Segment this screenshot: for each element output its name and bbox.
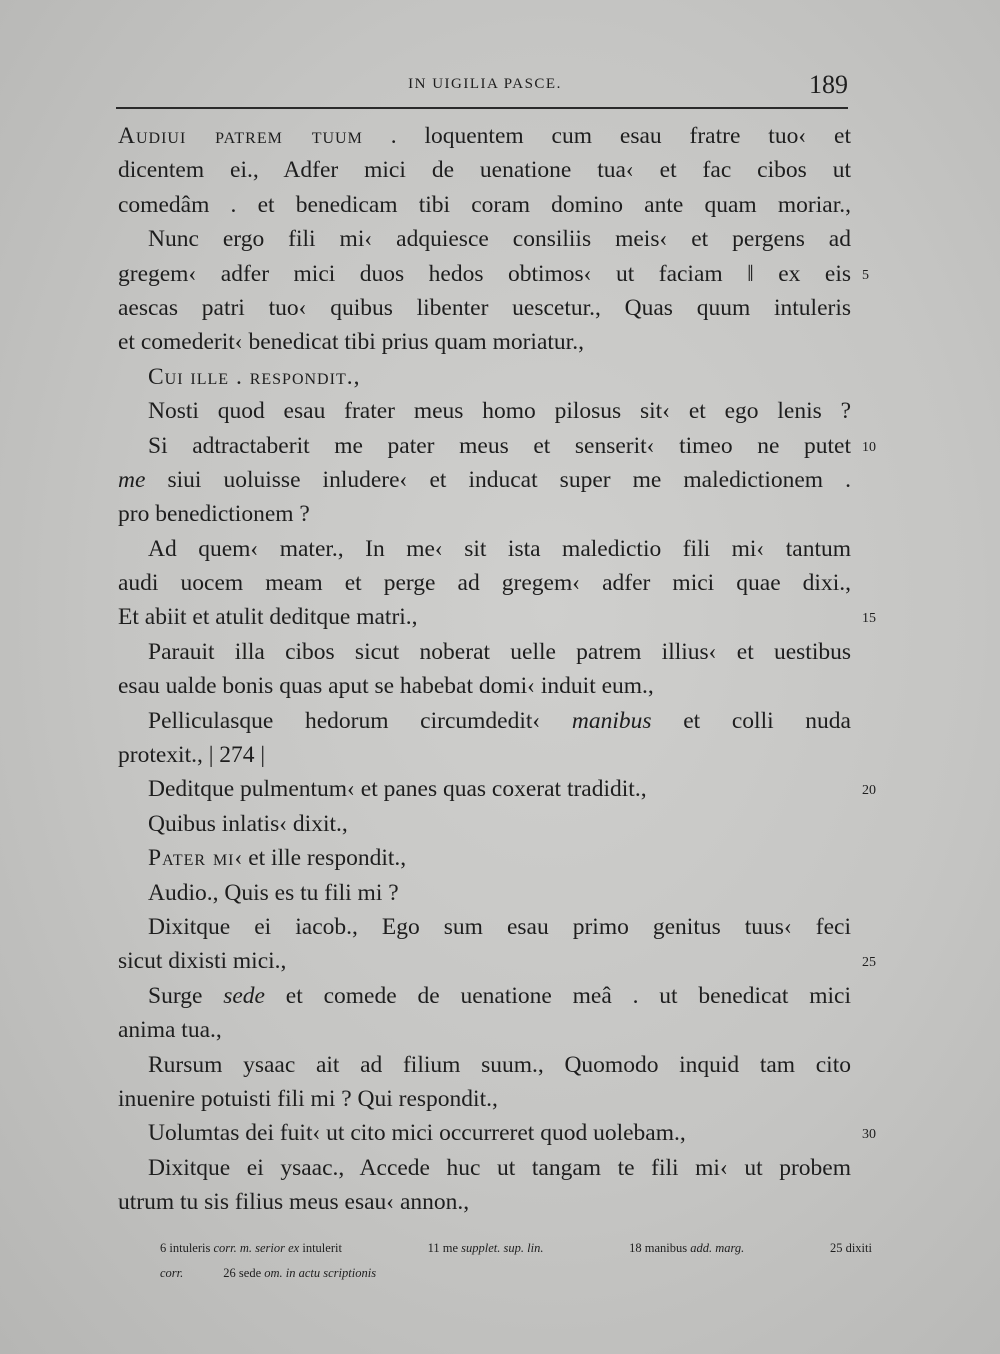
italic-text: me (118, 466, 146, 493)
text-line (0, 944, 1000, 978)
text-line (0, 910, 1000, 944)
text-line (0, 1116, 1000, 1150)
note-lemma: 6 intuleris (160, 1241, 211, 1255)
line-segment: Pelliculasque hedorum circumdedit‹ (148, 707, 572, 734)
page-number: 189 (809, 70, 848, 99)
text-line (0, 532, 1000, 566)
italic-text: manibus (571, 707, 652, 734)
small-caps-text: Pater mi (148, 845, 235, 872)
line-segment: et comede de uenatione meâ . ut benedicat mici (264, 982, 851, 1009)
apparatus-note (428, 1236, 544, 1261)
line-text (148, 1116, 851, 1150)
line-text (148, 360, 851, 394)
line-text (148, 532, 851, 566)
line-text (118, 1185, 851, 1219)
line-text (148, 979, 851, 1013)
line-text (118, 600, 851, 634)
small-caps-text: Audiui patrem tuum (118, 123, 363, 149)
line-segment: esau ualde bonis quas aput se habebat domi‹ induit eum., (118, 673, 654, 700)
text-line (0, 325, 1000, 359)
apparatus-row (160, 1261, 872, 1286)
apparatus-note (830, 1236, 872, 1261)
line-segment: gregem‹ adfer mici duos hedos obtimos‹ ut faciam ‖ ex eis (118, 260, 851, 287)
text-line (0, 876, 1000, 910)
running-title: IN UIGILIA PASCE. (408, 76, 562, 92)
line-text (118, 463, 851, 497)
line-text (118, 669, 851, 703)
apparatus-note (223, 1261, 376, 1286)
apparatus-note (160, 1261, 183, 1286)
text-line (0, 1013, 1000, 1047)
apparatus-note (160, 1236, 342, 1261)
line-segment: Nunc ergo fili mi‹ adquiesce consiliis meis‹ et pergens ad (148, 226, 851, 253)
text-line (0, 463, 1000, 497)
line-segment: . loquentem cum esau fratre tuo‹ et (362, 123, 851, 149)
line-text (148, 1048, 851, 1082)
line-text (148, 1151, 851, 1185)
line-text (148, 635, 851, 669)
line-text (118, 257, 851, 291)
apparatus-row (160, 1236, 872, 1261)
line-segment: ‹ et ille respondit., (234, 845, 407, 872)
small-caps-text: Cui ille . respondit., (148, 363, 361, 390)
text-line (0, 635, 1000, 669)
text-line (0, 291, 1000, 325)
line-number: 25 (862, 955, 876, 971)
line-text (118, 291, 851, 325)
line-segment: Deditque pulmentum‹ et panes quas coxerat tradidit., (148, 776, 647, 803)
line-number: 5 (862, 267, 869, 283)
note-lemma: 18 manibus (629, 1241, 688, 1255)
line-segment: Uolumtas dei fuit‹ ut cito mici occurreret quod uolebam., (148, 1120, 686, 1147)
note-lemma: intulerit (302, 1241, 342, 1255)
line-segment: dicentem ei., Adfer mici de uenatione tua‹ et fac cibos ut (118, 157, 851, 184)
header-rule (116, 107, 848, 109)
text-line (0, 772, 1000, 806)
text-line (0, 807, 1000, 841)
line-segment: Dixitque ei iacob., Ego sum esau primo genitus tuus‹ feci (148, 913, 851, 940)
line-segment: sicut dixisti mici., (118, 948, 287, 975)
line-text (118, 944, 851, 978)
note-remark: corr. (160, 1266, 184, 1280)
line-text (148, 910, 851, 944)
note-remark: add. marg. (690, 1241, 745, 1255)
line-segment: utrum tu sis filius meus esau‹ annon., (118, 1189, 470, 1216)
line-number: 30 (862, 1127, 876, 1143)
line-segment: Ad quem‹ mater., In me‹ sit ista maledictio fili mi‹ tantum (148, 535, 851, 562)
line-segment: Et abiit et atulit deditque matri., (118, 604, 418, 631)
note-lemma: 11 me (427, 1241, 459, 1255)
line-segment: audi uocem meam et perge ad gregem‹ adfer mici quae dixi., (118, 570, 851, 597)
line-text (148, 841, 851, 875)
line-number: 10 (862, 439, 876, 455)
line-segment: Si adtractaberit me pater meus et senserit‹ timeo ne putet (148, 432, 851, 459)
line-segment: et comederit‹ benedicat tibi prius quam moriatur., (118, 329, 584, 356)
line-segment: aescas patri tuo‹ quibus libenter uescetur., Quas quum intuleris (118, 294, 851, 321)
line-text (148, 429, 851, 463)
line-segment: inuenire potuisti fili mi ? Qui respondit., (118, 1085, 498, 1112)
line-segment: siui uoluisse inludere‹ et inducat super me maledictionem . (145, 466, 851, 493)
line-segment: Parauit illa cibos sicut noberat uelle patrem illius‹ et uestibus (148, 638, 851, 665)
text-line (0, 153, 1000, 187)
main-text (0, 119, 1000, 1220)
note-remark: om. in actu scriptionis (264, 1266, 377, 1280)
line-text (118, 566, 851, 600)
line-text (118, 1013, 851, 1047)
text-line (0, 188, 1000, 222)
line-segment: et colli nuda (651, 707, 851, 734)
line-text (118, 497, 851, 531)
line-text (118, 325, 851, 359)
line-segment: Dixitque ei ysaac., Accede huc ut tangam te fili mi‹ ut probem (148, 1154, 851, 1181)
text-line (0, 497, 1000, 531)
line-segment: anima tua., (118, 1017, 222, 1044)
line-text (148, 772, 851, 806)
note-lemma: 25 dixiti (829, 1241, 872, 1255)
line-number: 20 (862, 783, 876, 799)
text-line (0, 1151, 1000, 1185)
text-line (0, 979, 1000, 1013)
text-line (0, 1185, 1000, 1219)
line-segment: Quibus inlatis‹ dixit., (148, 810, 348, 837)
line-text (118, 1082, 851, 1116)
running-head (120, 70, 850, 106)
line-segment: Surge (148, 982, 224, 1009)
line-segment: pro benedictionem ? (118, 501, 310, 528)
line-text (148, 222, 851, 256)
text-line (0, 222, 1000, 256)
text-line (0, 600, 1000, 634)
text-line (0, 738, 1000, 772)
line-text (148, 704, 851, 738)
text-line (0, 394, 1000, 428)
text-line (0, 119, 1000, 153)
text-line (0, 257, 1000, 291)
line-text (118, 738, 851, 772)
text-line (0, 669, 1000, 703)
line-text (148, 807, 851, 841)
line-segment: Nosti quod esau frater meus homo pilosus sit‹ et ego lenis ? (148, 398, 851, 425)
text-line (0, 841, 1000, 875)
text-line (0, 704, 1000, 738)
text-line (0, 1082, 1000, 1116)
line-number: 15 (862, 611, 876, 627)
line-segment: Rursum ysaac ait ad filium suum., Quomodo inquid tam cito (148, 1051, 851, 1078)
note-lemma: 26 sede (223, 1266, 262, 1280)
line-segment: comedâm . et benedicam tibi coram domino ante quam moriar., (118, 191, 851, 218)
note-remark: supplet. sup. lin. (461, 1241, 544, 1255)
text-line (0, 566, 1000, 600)
line-segment: Audio., Quis es tu fili mi ? (148, 879, 399, 906)
line-text (148, 394, 851, 428)
line-text (148, 876, 851, 910)
line-text (118, 188, 851, 222)
text-line (0, 1048, 1000, 1082)
text-line (0, 429, 1000, 463)
line-segment: protexit., | 274 | (118, 742, 266, 769)
text-line (0, 360, 1000, 394)
line-text (118, 153, 851, 187)
critical-apparatus (160, 1236, 872, 1286)
apparatus-note (629, 1236, 744, 1261)
italic-text: sede (223, 982, 265, 1009)
note-remark: corr. m. serior ex (213, 1241, 300, 1255)
line-text (118, 119, 851, 153)
